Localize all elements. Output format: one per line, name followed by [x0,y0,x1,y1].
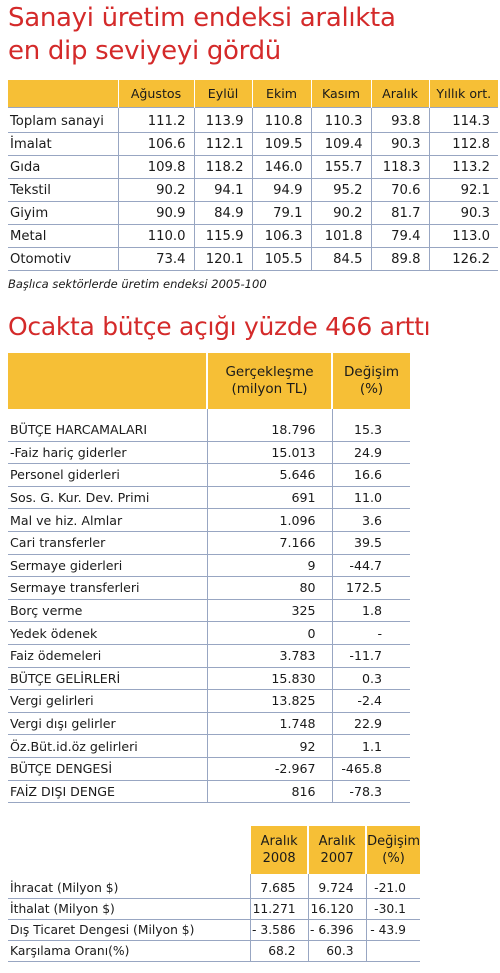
table-row [8,667,410,690]
table-cell: 70.6 [371,179,429,202]
table-cell: 90.2 [118,179,194,202]
row-label: Borç verme [8,599,207,622]
table-cell: -2.967 [207,757,332,780]
table-cell: 106.3 [252,225,311,248]
row-label: Metal [8,225,118,248]
table-cell: 15.3 [332,409,410,441]
row-label: Cari transferler [8,531,207,554]
table-cell: 68.2 [250,941,308,962]
table-row [8,248,498,271]
table-row [8,899,420,920]
column-header-realization [207,353,332,409]
column-header-change [332,353,410,409]
table-cell: 7.685 [250,874,308,899]
header-line: Gerçekleşme [225,364,314,380]
table-cell: 22.9 [332,712,410,735]
table-cell: 112.1 [194,133,252,156]
table-cell: 11.0 [332,486,410,509]
table-header-row [8,353,410,409]
column-header: Aralık [371,80,429,108]
table-row [8,179,498,202]
table-cell: 16.6 [332,464,410,487]
table-row [8,780,410,803]
table-cell: 110.3 [311,108,371,133]
column-header: Ağustos [118,80,194,108]
table-cell: 92.1 [429,179,498,202]
table-cell: 7.166 [207,531,332,554]
table-row [8,757,410,780]
table-row [8,941,420,962]
row-label: FAİZ DIŞI DENGE [8,780,207,803]
row-label: Sermaye giderleri [8,554,207,577]
table-row [8,464,410,487]
table-cell: 118.2 [194,156,252,179]
table-cell: 90.3 [429,202,498,225]
column-header: Ekim [252,80,311,108]
table-row [8,577,410,600]
table-cell: 94.9 [252,179,311,202]
table-cell: 3.6 [332,509,410,532]
table-cell: 18.796 [207,409,332,441]
row-label: Giyim [8,202,118,225]
table-cell: 5.646 [207,464,332,487]
table-cell: 73.4 [118,248,194,271]
column-header-dec-2007 [308,826,366,874]
foreign-trade-table [8,826,420,962]
table-cell: -78.3 [332,780,410,803]
row-label: -Faiz hariç giderler [8,441,207,464]
row-label: BÜTÇE DENGESİ [8,757,207,780]
table-cell: 816 [207,780,332,803]
table-cell: 146.0 [252,156,311,179]
table-cell: 80 [207,577,332,600]
table-cell: 3.783 [207,644,332,667]
table-cell: 325 [207,599,332,622]
section1-title: Sanayi üretim endeksi aralıkta en dip seviyeyi gördü [8,3,396,66]
table-cell: -30.1 [366,899,420,920]
table-cell: 90.9 [118,202,194,225]
row-label: Öz.Büt.id.öz gelirleri [8,735,207,758]
header-line: 2008 [262,851,296,866]
row-label: Karşılama Oranı(%) [8,941,250,962]
column-header-dec-2008 [250,826,308,874]
table-cell: 9.724 [308,874,366,899]
table-cell: 155.7 [311,156,371,179]
table-cell: 93.8 [371,108,429,133]
column-header [8,826,250,874]
table-cell: 1.1 [332,735,410,758]
table-cell: 84.9 [194,202,252,225]
table-row [8,133,498,156]
column-header-change [366,826,420,874]
table-row [8,156,498,179]
row-label: Sermaye transferleri [8,577,207,600]
row-label: Faiz ödemeleri [8,644,207,667]
table-cell: -44.7 [332,554,410,577]
table-row [8,599,410,622]
row-label: Mal ve hiz. Almlar [8,509,207,532]
table-cell: - 43.9 [366,920,420,941]
row-label: Otomotiv [8,248,118,271]
table-row [8,735,410,758]
table-note: Başlıca sektörlerde üretim endeksi 2005-100 [8,277,267,291]
table-row [8,531,410,554]
table-cell: - 3.586 [250,920,308,941]
row-label: Personel giderleri [8,464,207,487]
table-cell: 120.1 [194,248,252,271]
budget-table [8,353,410,803]
table-cell: 126.2 [429,248,498,271]
table-cell: 109.8 [118,156,194,179]
table-cell: 16.120 [308,899,366,920]
row-label: İthalat (Milyon $) [8,899,250,920]
header-line: (milyon TL) [231,381,308,397]
header-line: (%) [359,381,384,397]
table-cell: 113.0 [429,225,498,248]
table-row [8,690,410,713]
table-cell: 172.5 [332,577,410,600]
table-cell [366,941,420,962]
section2-title: Ocakta bütçe açığı yüzde 466 arttı [8,312,431,341]
table-cell: 11.271 [250,899,308,920]
table-cell: 1.8 [332,599,410,622]
row-label: İmalat [8,133,118,156]
table-row [8,202,498,225]
column-header: Eylül [194,80,252,108]
table-cell: 24.9 [332,441,410,464]
table-cell: 90.3 [371,133,429,156]
table-row [8,441,410,464]
row-label: Gıda [8,156,118,179]
row-label: Vergi dışı gelirler [8,712,207,735]
table-row [8,554,410,577]
column-header: Yıllık ort. [429,80,498,108]
table-cell: 118.3 [371,156,429,179]
table-cell: 1.748 [207,712,332,735]
table-cell: 79.1 [252,202,311,225]
row-label: BÜTÇE GELİRLERİ [8,667,207,690]
table-cell: 112.8 [429,133,498,156]
table-cell: 79.4 [371,225,429,248]
table-cell: 1.096 [207,509,332,532]
table-cell: 90.2 [311,202,371,225]
row-label: İhracat (Milyon $) [8,874,250,899]
table-cell: 109.4 [311,133,371,156]
header-line: Değişim [344,364,399,380]
table-header-row [8,826,420,874]
table-row [8,644,410,667]
table-cell: 101.8 [311,225,371,248]
industrial-production-table [8,80,498,271]
table-cell: 110.8 [252,108,311,133]
header-line: 2007 [320,851,354,866]
table-cell: 39.5 [332,531,410,554]
table-cell: -11.7 [332,644,410,667]
row-label: Vergi gelirleri [8,690,207,713]
table-row [8,486,410,509]
table-row [8,509,410,532]
row-label: BÜTÇE HARCAMALARI [8,409,207,441]
table-cell: 0.3 [332,667,410,690]
table-cell: - [332,622,410,645]
table-cell: 81.7 [371,202,429,225]
table-cell: - 6.396 [308,920,366,941]
table-cell: 89.8 [371,248,429,271]
table-row [8,622,410,645]
table-cell: 95.2 [311,179,371,202]
table-cell: 106.6 [118,133,194,156]
table-row [8,920,420,941]
table-cell: -2.4 [332,690,410,713]
row-label: Sos. G. Kur. Dev. Primi [8,486,207,509]
column-header [8,80,118,108]
table-cell: 94.1 [194,179,252,202]
table-row [8,225,498,248]
table-cell: 109.5 [252,133,311,156]
table-cell: 110.0 [118,225,194,248]
table-cell: 9 [207,554,332,577]
table-cell: 113.2 [429,156,498,179]
header-line: Aralık [318,834,356,849]
table-row [8,108,498,133]
table-cell: 92 [207,735,332,758]
table-cell: 84.5 [311,248,371,271]
table-cell: 15.830 [207,667,332,690]
table-cell: 15.013 [207,441,332,464]
table-cell: -21.0 [366,874,420,899]
table-row [8,712,410,735]
header-line: Aralık [260,834,298,849]
table-cell: -465.8 [332,757,410,780]
table-row [8,409,410,441]
column-header: Kasım [311,80,371,108]
row-label: Yedek ödenek [8,622,207,645]
header-line: Değişim [367,834,420,849]
row-label: Dış Ticaret Dengesi (Milyon $) [8,920,250,941]
table-header-row [8,80,498,108]
table-cell: 0 [207,622,332,645]
table-row [8,874,420,899]
table-cell: 105.5 [252,248,311,271]
table-cell: 114.3 [429,108,498,133]
table-cell: 113.9 [194,108,252,133]
table-cell: 60.3 [308,941,366,962]
table-cell: 111.2 [118,108,194,133]
row-label: Tekstil [8,179,118,202]
header-line: (%) [382,851,405,866]
row-label: Toplam sanayi [8,108,118,133]
table-cell: 115.9 [194,225,252,248]
table-cell: 691 [207,486,332,509]
table-cell: 13.825 [207,690,332,713]
column-header [8,353,207,409]
